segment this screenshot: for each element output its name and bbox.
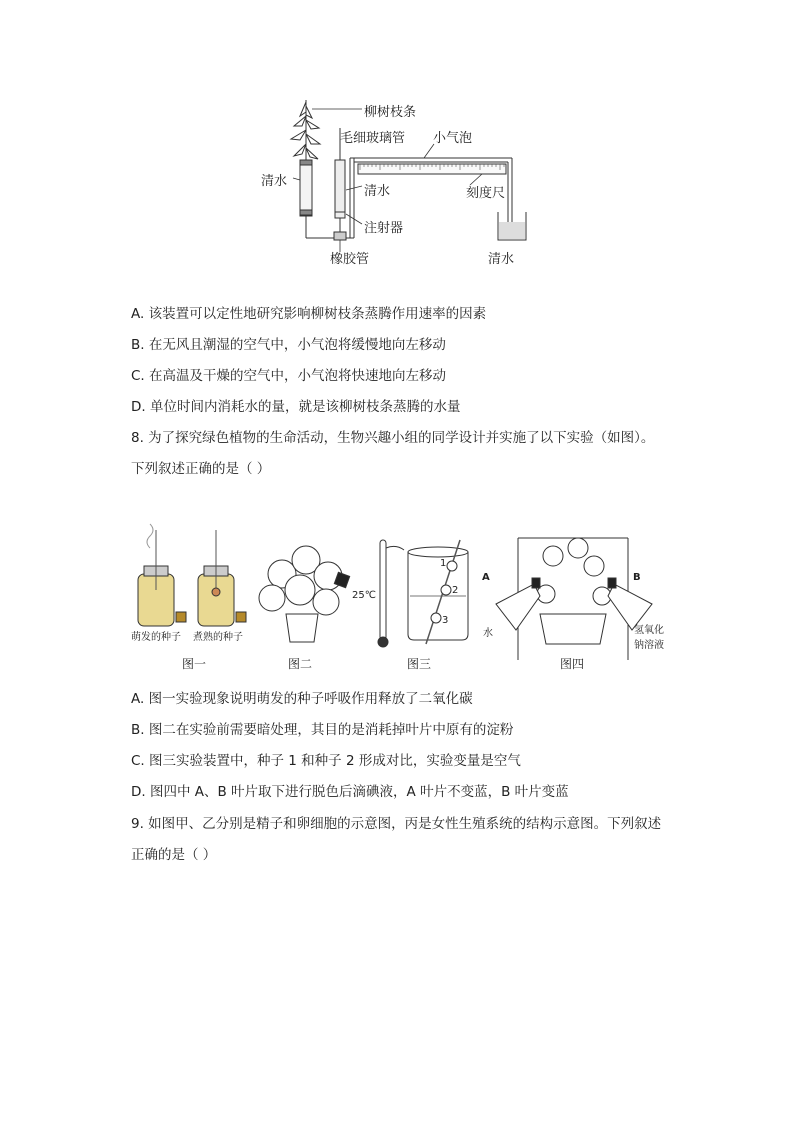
caption-figure-1: 图一 [182,657,207,671]
q8-option-d: D. 图四中 A、B 叶片取下进行脱色后滴碘液，A 叶片不变蓝，B 叶片变蓝 [131,784,569,800]
q8-option-b: B. 图二在实验前需要暗处理，其目的是消耗掉叶片中原有的淀粉 [131,722,514,738]
q9-stem-line1: 9. 如图甲、乙分别是精子和卵细胞的示意图，丙是女性生殖系统的结构示意图。下列叙述 [131,816,662,832]
label-boiled-seeds: 煮熟的种子 [193,632,243,643]
label-water-right: 清水 [488,252,515,267]
caption-figure-2: 图二 [288,657,313,671]
label-naoh-line2: 钠溶液 [634,640,664,651]
label-naoh-line1: 氢氧化 [634,625,664,636]
jar-boiled [198,530,246,626]
q8-option-c: C. 图三实验装置中，种子 1 和种子 2 形成对比，实验变量是空气 [131,753,521,769]
jar-germinating [138,524,186,626]
label-small-bubble: 小气泡 [433,131,473,146]
thermometer [378,540,404,647]
label-a: A [482,572,490,583]
label-rubber-tube: 橡胶管 [330,252,370,267]
plant-with-flasks [496,538,652,660]
label-water-left: 清水 [261,174,288,189]
label-seed-2: 2 [452,585,459,596]
q8-stem-line1: 8. 为了探究绿色植物的生命活动，生物兴趣小组的同学设计并实施了以下实验（如图）。 [131,430,655,446]
label-syringe: 注射器 [364,221,404,236]
label-seed-3: 3 [442,615,449,626]
q7-option-a: A. 该装置可以定性地研究影响柳树枝条蒸腾作用速率的因素 [131,306,487,322]
potted-plant [259,546,350,642]
q7-option-b: B. 在无风且潮湿的空气中，小气泡将缓慢地向左移动 [131,337,446,353]
label-willow-branch: 柳树枝条 [364,105,417,120]
label-ruler: 刻度尺 [466,186,506,201]
caption-figure-4: 图四 [560,657,585,671]
q8-option-a: A. 图一实验现象说明萌发的种子呼吸作用释放了二氧化碳 [131,691,473,707]
label-seed-1: 1 [440,558,447,569]
label-b: B [633,572,641,583]
label-water-middle: 清水 [364,184,391,199]
beaker-seeds [408,540,468,644]
caption-figure-3: 图三 [407,657,432,671]
q8-stem-line2: 下列叙述正确的是（ ） [131,461,271,477]
label-water: 水 [483,628,493,639]
q7-option-d: D. 单位时间内消耗水的量，就是该柳树枝条蒸腾的水量 [131,399,461,415]
q9-stem-line2: 正确的是（ ） [131,847,217,863]
q7-option-c: C. 在高温及干燥的空气中，小气泡将快速地向左移动 [131,368,447,384]
label-capillary-tube: 毛细玻璃管 [340,131,406,146]
label-germinating-seeds: 萌发的种子 [131,632,181,643]
label-temperature: 25℃ [352,590,376,601]
